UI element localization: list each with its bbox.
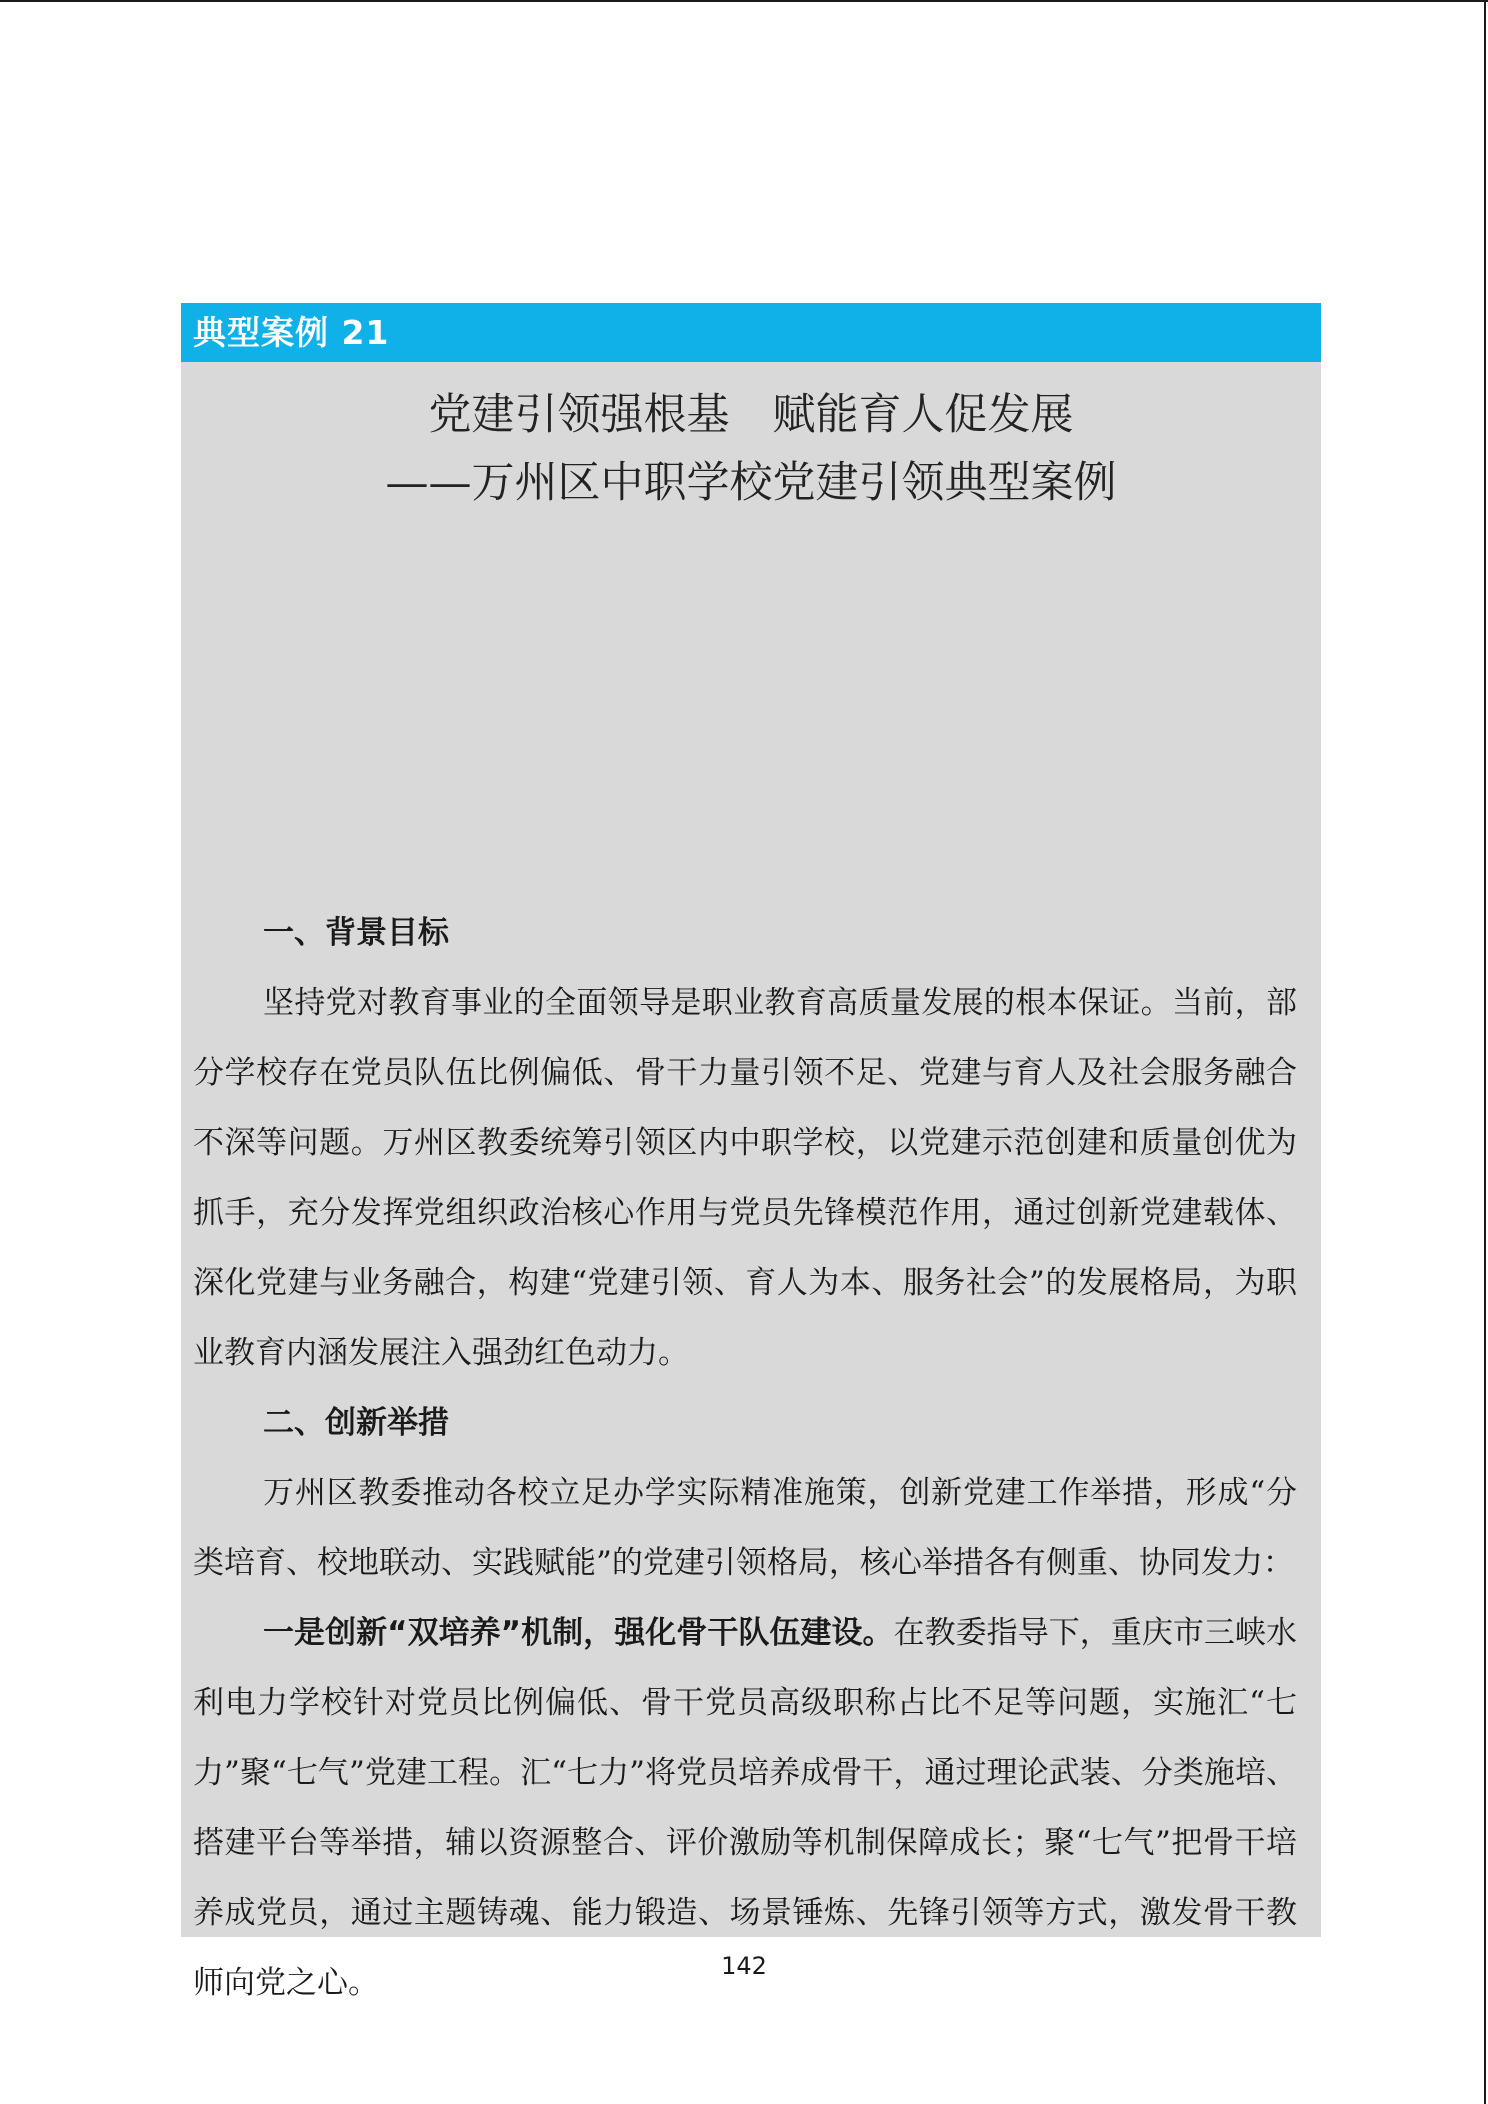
right-rule [1484,0,1486,2104]
page-number: 142 [721,1952,767,1980]
case-body [193,898,1297,2018]
title-block [181,381,1321,517]
measure-item-1-lead: 一是创新“双培养”机制，强化骨干队伍建设。 [263,1615,894,1651]
section-heading-measures: 二、创新举措 [263,1405,449,1441]
measures-intro-paragraph: 万州区教委推动各校立足办学实际精准施策，创新党建工作举措，形成“分类培育、校地联动、实践赋能”的党建引领格局，核心举措各有侧重、协同发力： [193,1475,1297,1581]
case-subtitle: ——万州区中职学校党建引领典型案例 [385,458,1117,508]
measure-item-1-text: 在教委指导下，重庆市三峡水利电力学校针对党员比例偏低、骨干党员高级职称占比不足等问题，实施汇“七力”聚“七气”党建工程。汇“七力”将党员培养成骨干，通过理论武装、分类施培、搭建平台等举措，辅以资源整合、评价激励等机制保障成长；聚“七气”把骨干培养成党员，通过主题铸魂、能力锻造、场景锤炼、先锋引领等方式，激发骨干教师向党之心。 [193,1615,1298,2001]
case-label-banner: 典型案例 21 [181,303,1321,362]
section-heading-background: 一、背景目标 [263,915,449,951]
case-title: 党建引领强根基 赋能育人促发展 [428,390,1074,440]
background-paragraph: 坚持党对教育事业的全面领导是职业教育高质量发展的根本保证。当前，部分学校存在党员队伍比例偏低、骨干力量引领不足、党建与育人及社会服务融合不深等问题。万州区教委统筹引领区内中职学校，以党建示范创建和质量创优为抓手，充分发挥党组织政治核心作用与党员先锋模范作用，通过创新党建载体、深化党建与业务融合，构建“党建引领、育人为本、服务社会”的发展格局，为职业教育内涵发展注入强劲红色动力。 [193,985,1297,1371]
top-rule [0,0,1488,2]
